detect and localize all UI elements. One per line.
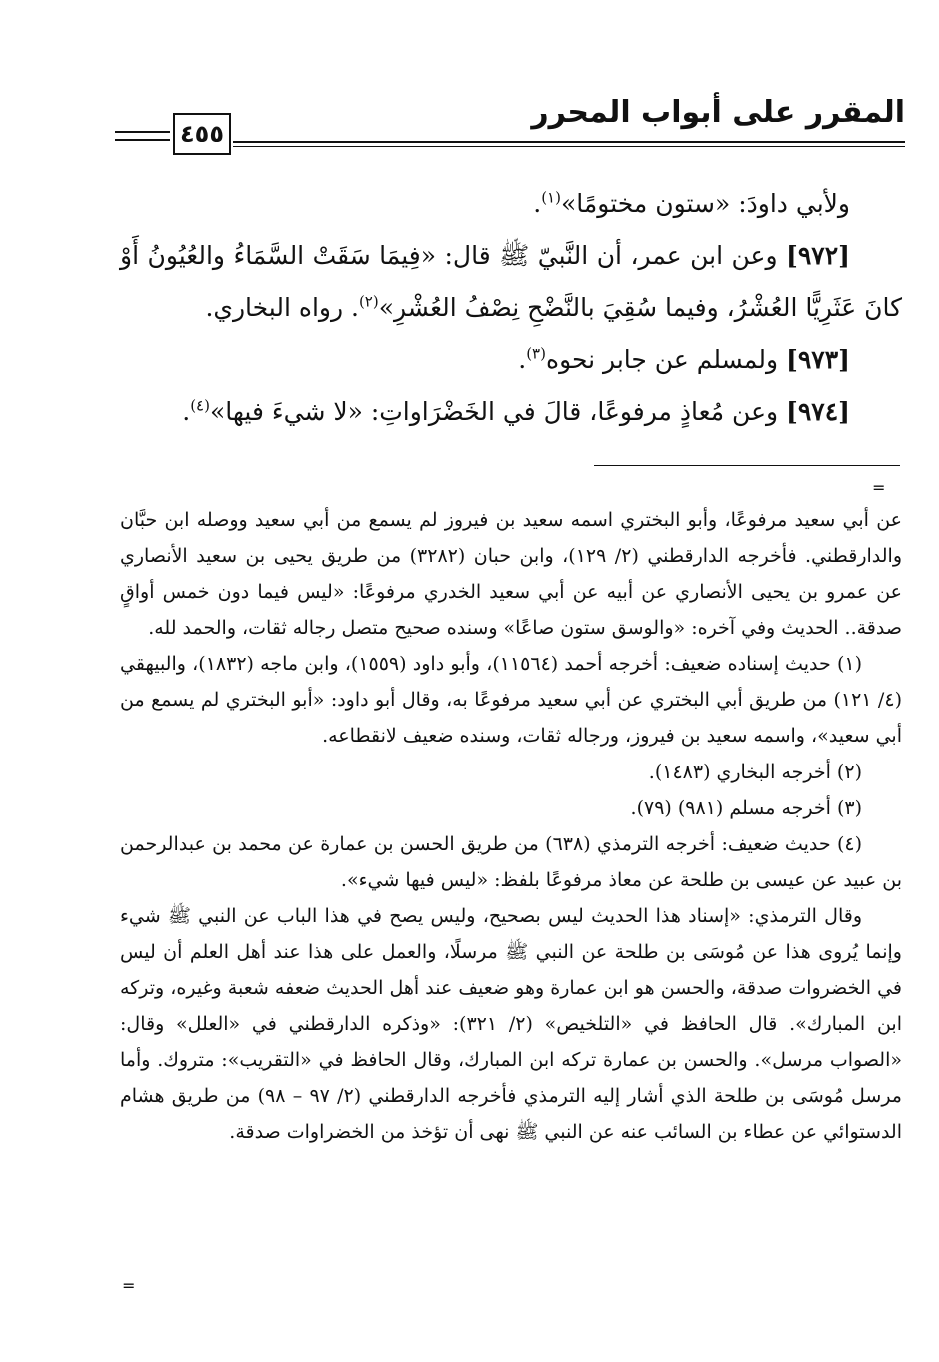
continuation-mark-bottom: = [122, 1276, 136, 1295]
header-rule [233, 141, 905, 143]
page-header [115, 95, 905, 165]
hadith-number: [٩٧٣] [786, 345, 850, 374]
header-rule-left-lower [115, 139, 170, 141]
paragraph-end: . [533, 189, 542, 218]
footnote-2: (٢) أخرجه البخاري (١٤٨٣). [648, 761, 862, 783]
footnote-ref: (٢) [358, 292, 379, 311]
hadith-number: [٩٧٤] [786, 397, 850, 426]
footnote-separator [594, 465, 900, 466]
footnote-continuation: عن أبي سعيد مرفوعًا، وأبو البختري اسمه سعيد بن فيروز لم يسمع من أبي سعيد ووصله ابن حبَّان والدارقطني. فأخرجه الدارقطني (٢/ ١٢٩)، وابن حبان (٣٢٨٢) من طريق يحيى بن سعيد الأنصاري عن عمرو بن يحيى الأنصاري عن أبيه عن أبي سعيد الخدري مرفوعًا: «ليس فيما دون خمس أواقٍ صدقة.. الحديث وفي آخره: «والوسق ستون صاعًا» وسنده صحيح متصل رجاله ثقات، والحمد لله. [120, 509, 902, 639]
header-rule-thin [233, 146, 905, 147]
hadith-973 [120, 334, 902, 386]
hadith-974 [120, 386, 902, 438]
footnote-4-continued: وقال الترمذي: «إسناد هذا الحديث ليس بصحيح، وليس يصح في هذا الباب عن النبي ﷺ شيء وإنما يُروى هذا عن مُوسَى بن طلحة عن النبي ﷺ مرسلًا، والعمل على هذا عند أهل العلم أن ليس في الخضروات صدقة، والحسن هو ابن عمارة وهو ضعيف عند أهل الحديث ضعفه شعبة وغيره، وتركه ابن المبارك». قال الحافظ في «التلخيص» (٢/ ٣٢١): «وذكره الدارقطني في «العلل» وقال: «الصواب مرسل». والحسن بن عمارة تركه ابن المبارك، وقال الحافظ في «التقريب»: متروك. وأما مرسل مُوسَى بن طلحة الذي أشار إليه الترمذي فأخرجه الدارقطني (٢/ ٩٧ – ٩٨) من طريق هشام الدستوائي عن عطاء بن السائب عنه عن النبي ﷺ نهى أن تؤخذ من الخضراوات صدقة. [120, 905, 902, 1143]
footnote-4: (٤) حديث ضعيف: أخرجه الترمذي (٦٣٨) من طريق الحسن بن عمارة عن محمد بن عبدالرحمن بن عبيد عن عيسى بن طلحة عن معاذ مرفوعًا بلفظ: «ليس فيها شيء». [120, 833, 902, 891]
main-text [120, 178, 902, 438]
hadith-text: ولمسلم عن جابر نحوه [545, 345, 779, 374]
footnote-ref: (٣) [526, 344, 546, 363]
hadith-text: وعن ابن عمر، أن النَّبيّ ﷺ قال: «فِيمَا سَقَتْ السَّمَاءُ والعُيُونُ أَوْ كانَ عَثَرِيًّا العُشْرُ، وفيما سُقِيَ بالنَّضْحِ نِصْفُ العُشْرِ» [120, 241, 902, 322]
hadith-972 [120, 230, 902, 334]
footnote-ref: (١) [541, 188, 561, 207]
footnote-ref: (٤) [190, 396, 210, 415]
hadith-end: . [182, 397, 191, 426]
hadith-text: وعن مُعاذٍ مرفوعًا، قالَ في الخَضْرَاواتِ: «لا شيءَ فيها» [209, 397, 779, 426]
page-number: ٤٥٥ [173, 113, 231, 155]
continuation-mark-top: = [872, 478, 886, 497]
footnotes [120, 502, 902, 1150]
hadith-number: [٩٧٢] [786, 241, 851, 270]
paragraph-text: ولأبي داودَ: «ستون مختومًا» [560, 189, 850, 218]
book-title: المقرر على أبواب المحرر [531, 95, 905, 130]
hadith-end: . [518, 345, 527, 374]
header-rule-left [115, 131, 170, 133]
hadith-end: . رواه البخاري. [205, 293, 359, 322]
footnote-3: (٣) أخرجه مسلم (٩٨١) (٧٩). [630, 797, 862, 819]
paragraph-abu-dawud [120, 178, 902, 230]
footnote-1: (١) حديث إسناده ضعيف: أخرجه أحمد (١١٥٦٤)، وأبو داود (١٥٥٩)، وابن ماجه (١٨٣٢)، والبيهقي (٤/ ١٢١) من طريق أبي البختري عن أبي سعيد مرفوعًا به، وقال أبو داود: «أبو البختري لم يسمع من أبي سعيد»، واسمه سعيد بن فيروز، ورجاله ثقات، وسنده ضعيف لانقطاعه. [120, 653, 902, 747]
